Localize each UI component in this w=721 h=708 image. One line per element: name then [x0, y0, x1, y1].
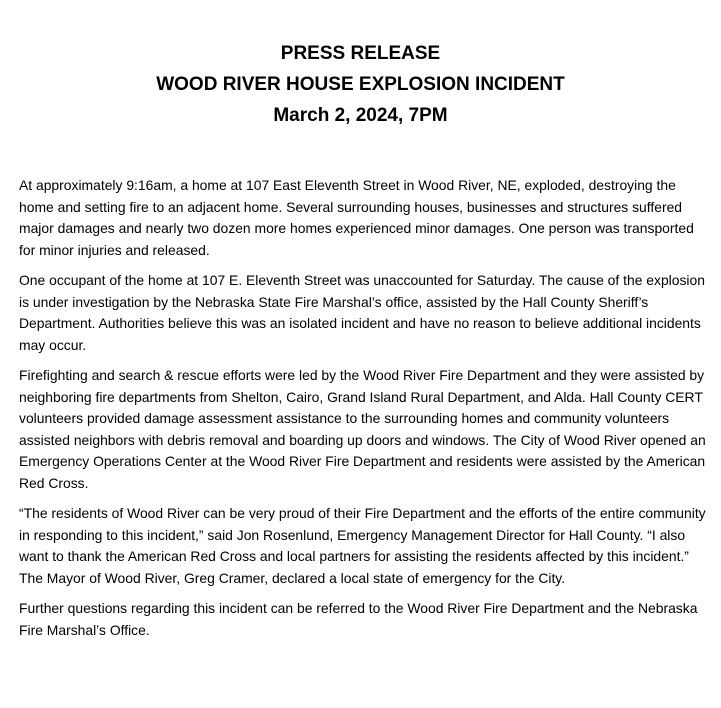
paragraph-incident-summary: At approximately 9:16am, a home at 107 East Eleventh Street in Wood River, NE, exploded, destroying the home and setting fire to an adjacent home. Several surrounding houses, businesses and structures suffered major damages and nearly two dozen more homes experienced minor damages. One person was transported for minor injuries and released. — [19, 177, 694, 258]
paragraph-statements: “The residents of Wood River can be very proud of their Fire Department and the efforts of the entire community in responding to this incident,” said Jon Rosenlund, Emergency Management Director for Hall County. “I also want to thank the American Red Cross and local partners for assisting the residents affected by this incident.” The Mayor of Wood River, Greg Cramer, declared a local state of emergency for the City. — [19, 505, 706, 586]
paragraph-response-efforts: Firefighting and search & rescue efforts were led by the Wood River Fire Department and they were assisted by neighboring fire departments from Shelton, Cairo, Grand Island Rural Department, and Alda. Hall County CERT volunteers provided damage assessment assistance to the surrounding homes and community volunteers assisted neighbors with debris removal and boarding up doors and windows. The City of Wood River opened an Emergency Operations Center at the Wood River Fire Department and residents were assisted by the American Red Cross. — [19, 367, 706, 491]
document-label: PRESS RELEASE — [280, 43, 441, 64]
press-release-body — [19, 175, 709, 650]
release-date: March 2, 2024, 7PM — [273, 105, 448, 126]
paragraph-investigation: One occupant of the home at 107 E. Eleventh Street was unaccounted for Saturday. The cause of the explosion is under investigation by the Nebraska State Fire Marshal’s office, assisted by the Hall County Sheriff’s Department. Authorities believe this was an isolated incident and have no reason to believe additional incidents may occur. — [19, 272, 705, 353]
document-title: WOOD RIVER HOUSE EXPLOSION INCIDENT — [156, 74, 565, 95]
paragraph-contact: Further questions regarding this incident can be referred to the Wood River Fire Department and the Nebraska Fire Marshal’s Office. — [19, 600, 698, 638]
press-release-header — [0, 38, 721, 131]
